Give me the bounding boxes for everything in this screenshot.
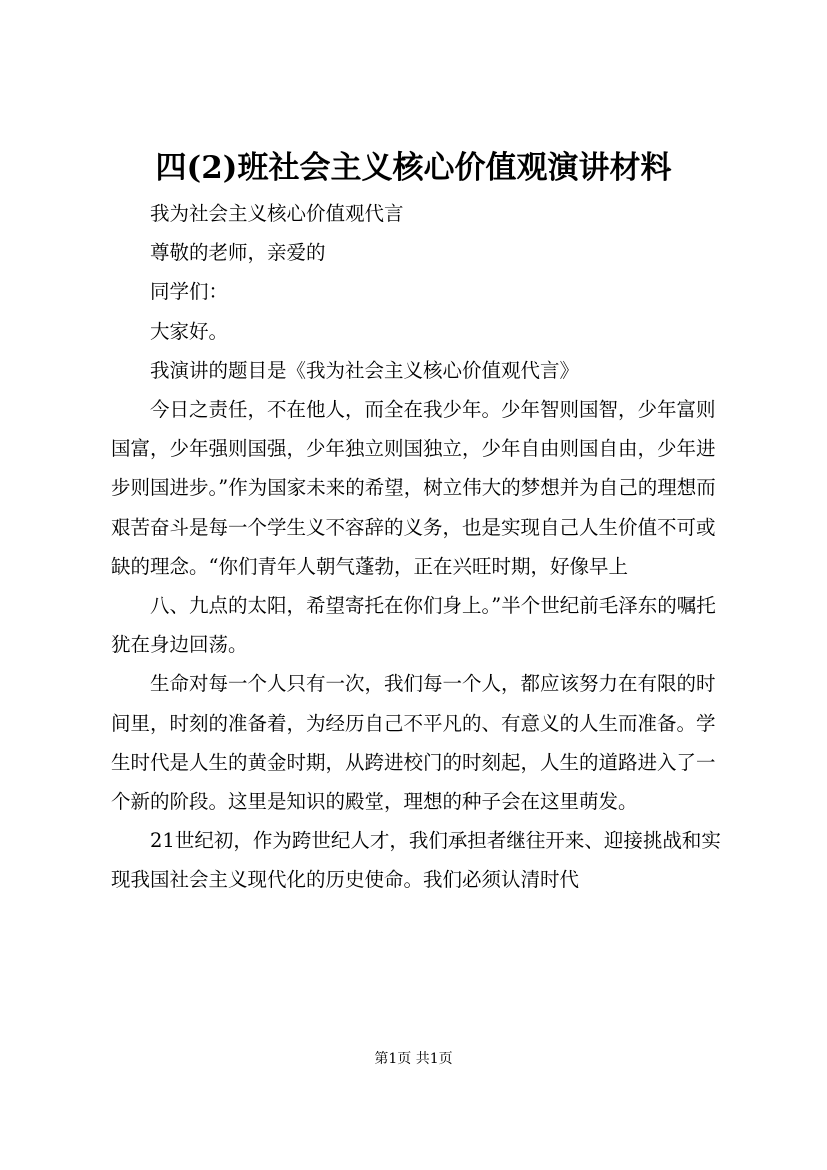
document-body: [111, 194, 721, 900]
document-title: 四(2)班社会主义核心价值观演讲材料: [155, 150, 672, 186]
paragraph-21st-century: 21世纪初，作为跨世纪人才，我们承担者继往开来、迎接挑战和实现我国社会主义现代化的历史使命。我们必须认清时代: [111, 829, 721, 892]
page-footer: 第1页 共1页: [374, 1051, 453, 1067]
paragraph-morning-sun: 八、九点的太阳，希望寄托在你们身上。”半个世纪前毛泽东的嘱托犹在身边回荡。: [111, 594, 716, 657]
paragraph-topic: 我演讲的题目是《我为社会主义核心价值观代言》: [150, 358, 580, 382]
paragraph-youth-responsibility: 今日之责任，不在他人，而全在我少年。少年智则国智，少年富则国富，少年强则国强，少年独立则国独立，少年自由则国自由，少年进步则国进步。”作为国家未来的希望，树立伟大的梦想并为自己的理想而艰苦奋斗是每一个学生义不容辞的义务，也是实现自己人生价值不可或缺的理念。“你们青年人朝气蓬勃，正在兴旺时期，好像早上: [111, 398, 716, 578]
paragraph-greeting-teachers: 尊敬的老师，亲爱的: [150, 241, 326, 265]
paragraph-life-once: 生命对每一个人只有一次，我们每一个人，都应该努力在有限的时间里，时刻的准备着，为经历自己不平凡的、有意义的人生而准备。学生时代是人生的黄金时期，从跨进校门的时刻起，人生的道路进入了一个新的阶段。这里是知识的殿堂，理想的种子会在这里萌发。: [111, 672, 716, 814]
paragraph-greeting-students: 同学们：: [150, 280, 229, 304]
paragraph-hello: 大家好。: [150, 319, 229, 343]
paragraph-speech-heading: 我为社会主义核心价值观代言: [150, 202, 404, 225]
